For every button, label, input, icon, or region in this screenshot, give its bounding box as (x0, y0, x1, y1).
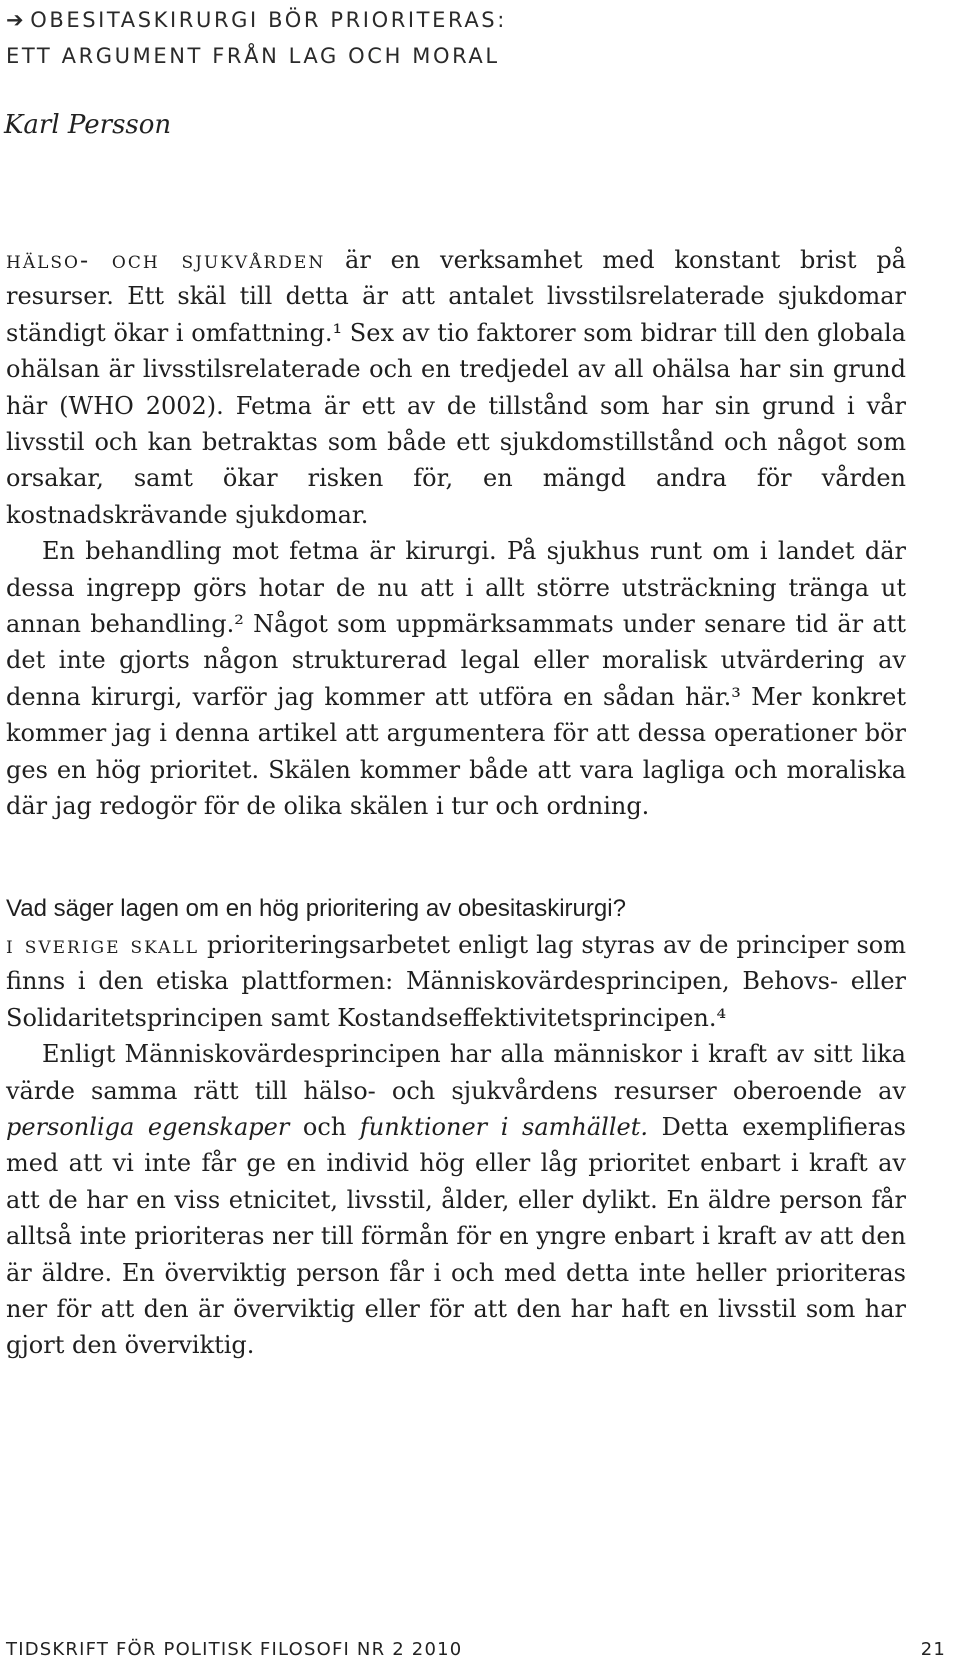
page-footer (6, 1639, 946, 1660)
paragraph-text: prioriteringsarbetet enligt lag styras av de principer som finns i den etiska plattformen: Människovärdesprincipen, Behovs- eller Solidaritetsprincipen samt Kostandseffektivitetsprincipen.⁴ (6, 931, 906, 1032)
law-section (6, 927, 906, 1364)
header-title-line-1: OBESITASKIRURGI BÖR PRIORITERAS: (30, 8, 507, 32)
emphasis-text: funktioner i samhället. (359, 1113, 648, 1142)
emphasis-text: personliga egenskaper (6, 1113, 290, 1142)
intro-paragraph-1 (6, 242, 906, 533)
header-line-1 (6, 2, 507, 38)
page-number: 21 (920, 1639, 946, 1660)
law-paragraph-1 (6, 927, 906, 1036)
paragraph-text: Detta exemplifieras med att vi inte får ge en individ hög eller låg prioritet enbart i kraft av att de har en viss etnicitet, livsstil, ålder, eller dylikt. En äldre person får alltså inte prioriteras ner till förmån för en yngre enbart i kraft av att den är äldre. En överviktig person får i och med detta inte heller prioriteras ner för att den är överviktig eller för att den har haft en livsstil som har gjort den överviktig. (6, 1113, 906, 1360)
paragraph-text: Enligt Människovärdesprincipen har alla människor i kraft av sitt lika värde samma rätt till hälso- och sjukvårdens resurser oberoende av (6, 1040, 906, 1105)
intro-section (6, 242, 906, 825)
author-name: Karl Persson (4, 110, 172, 140)
article-header (6, 2, 507, 74)
lead-in-small-caps: i sverige skall (6, 931, 200, 959)
intro-paragraph-2: En behandling mot fetma är kirurgi. På sjukhus runt om i landet där dessa ingrepp görs hotar de nu att i allt större utsträckning tränga ut annan behandling.² Något som uppmärksammats under senare tid är att det inte gjorts någon strukturerad legal eller moralisk utvärdering av denna kirurgi, varför jag kommer att utföra en sådan här.³ Mer konkret kommer jag i denna artikel att argumentera för att dessa operationer bör ges en hög prioritet. Skälen kommer både att vara lagliga och moraliska där jag redogör för de olika skälen i tur och ordning. (6, 537, 906, 821)
paragraph-text: och (289, 1113, 360, 1142)
paragraph-text: är en verksamhet med konstant brist på resurser. Ett skäl till detta är att antalet livsstilsrelaterade sjukdomar ständigt ökar i omfattning.¹ Sex av tio faktorer som bidrar till den globala ohälsan är livsstilsrelaterade och en tredjedel av all ohälsa har sin grund här (WHO 2002). Fetma är ett av de tillstånd som har sin grund i vår livsstil och kan betraktas som både ett sjukdomstillstånd och något som orsakar, samt ökar risken för, en mängd andra för vården kostnadskrävande sjukdomar. (6, 246, 906, 529)
journal-name: TIDSKRIFT FÖR POLITISK FILOSOFI NR 2 2010 (6, 1639, 463, 1660)
arrow-icon: ➔ (6, 8, 27, 32)
section-heading: Vad säger lagen om en hög prioritering av obesitaskirurgi? (6, 895, 626, 922)
lead-in-small-caps: hälso- och sjukvården (6, 246, 326, 274)
law-paragraph-2 (6, 1036, 906, 1364)
header-title-line-2: ETT ARGUMENT FRÅN LAG OCH MORAL (6, 44, 500, 68)
